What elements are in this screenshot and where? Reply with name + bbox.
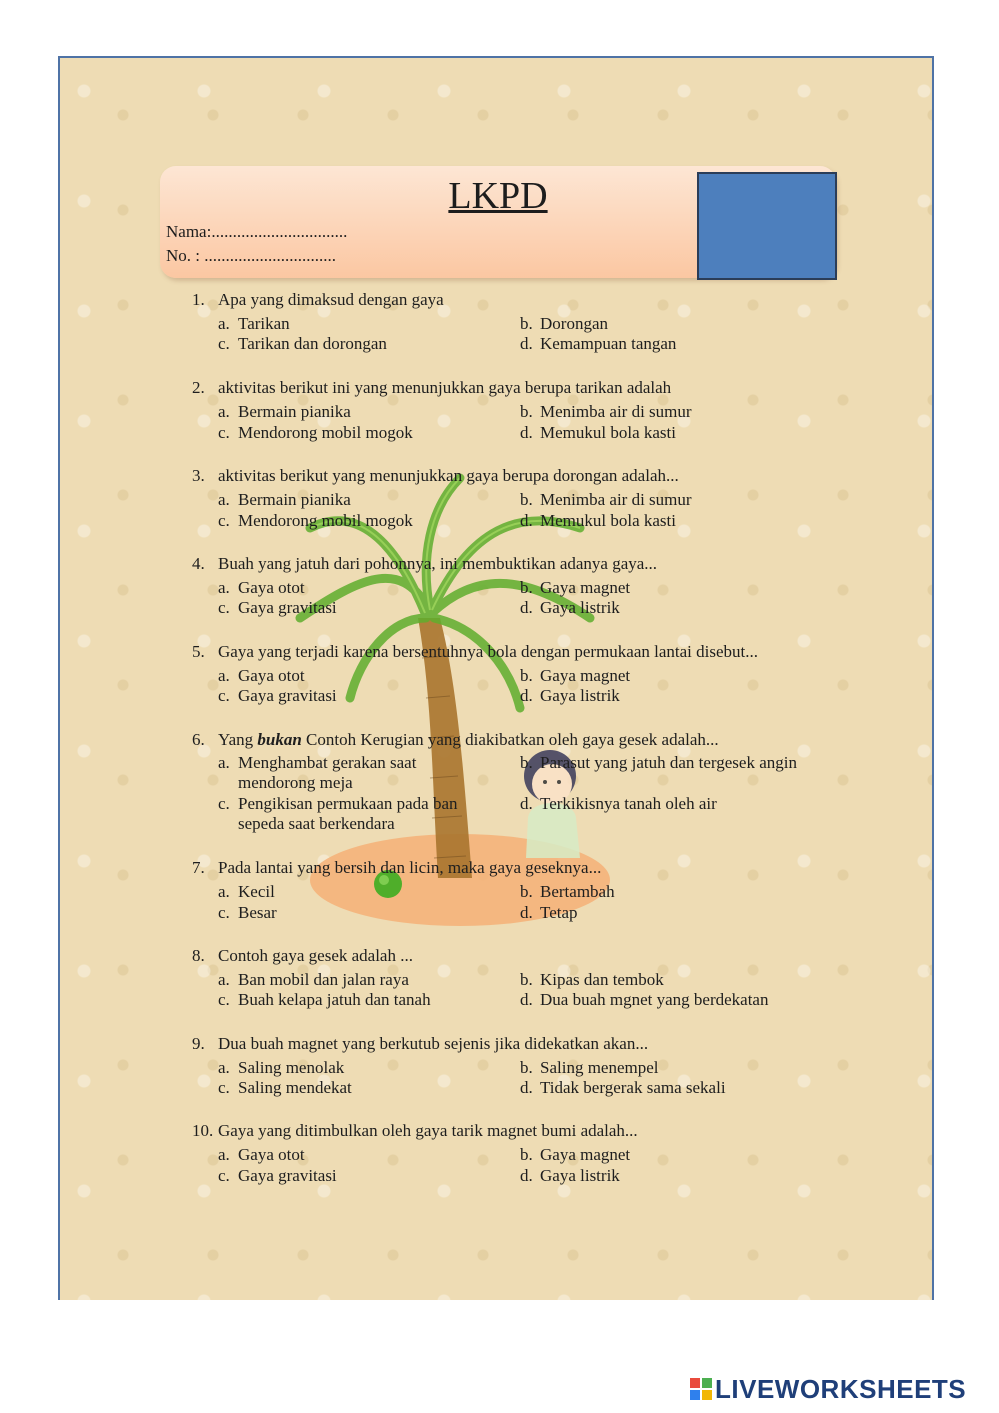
question-text: Gaya yang terjadi karena bersentuhnya bola dengan permukaan lantai disebut... <box>218 642 759 661</box>
option-b[interactable]: b. Saling menempel <box>520 1058 659 1077</box>
logo-icon <box>690 1378 712 1400</box>
option-c[interactable]: c. Tarikan dan dorongan <box>218 334 387 353</box>
option-a[interactable]: a. Ban mobil dan jalan raya <box>218 970 409 989</box>
question-text-continued: Contoh Kerugian yang diakibatkan oleh gaya gesek adalah... <box>301 730 719 749</box>
option-a[interactable]: a. Saling menolak <box>218 1058 345 1077</box>
question-emphasis: bukan <box>257 730 302 749</box>
option-d[interactable]: d. Dua buah mgnet yang berdekatan <box>520 990 769 1009</box>
option-a[interactable]: a. Bermain pianika <box>218 402 351 421</box>
option-d[interactable]: d. Memukul bola kasti <box>520 511 676 530</box>
option-c[interactable]: c. Mendorong mobil mogok <box>218 511 413 530</box>
question-text: Yang <box>218 730 258 749</box>
option-a[interactable]: a. Bermain pianika <box>218 490 351 509</box>
option-d[interactable]: d. Gaya listrik <box>520 598 620 617</box>
option-c[interactable]: c. Buah kelapa jatuh dan tanah <box>218 990 431 1009</box>
question-number: 5. <box>192 642 205 661</box>
option-d[interactable]: d. Terkikisnya tanah oleh air <box>520 794 717 813</box>
question-number: 7. <box>192 858 205 877</box>
option-b[interactable]: b. Bertambah <box>520 882 615 901</box>
option-a[interactable]: a. Gaya otot <box>218 1145 305 1164</box>
liveworksheets-logo[interactable] <box>690 1372 966 1406</box>
question-text: Gaya yang ditimbulkan oleh gaya tarik magnet bumi adalah... <box>218 1121 638 1140</box>
question-text: Buah yang jatuh dari pohonnya, ini membuktikan adanya gaya... <box>218 554 658 573</box>
option-a[interactable]: a. Gaya otot <box>218 578 305 597</box>
question-number: 1. <box>192 290 205 309</box>
option-c[interactable]: c. Besar <box>218 903 277 922</box>
option-c[interactable]: c. Mendorong mobil mogok <box>218 423 413 442</box>
option-b[interactable]: b. Gaya magnet <box>520 666 631 685</box>
page-title: LKPD <box>448 175 548 217</box>
option-b[interactable]: b. Gaya magnet <box>520 578 631 597</box>
option-b[interactable]: b. Kipas dan tembok <box>520 970 664 989</box>
number-field[interactable]: No. : ............................... <box>166 246 336 265</box>
question-number: 10. <box>192 1121 214 1140</box>
question-text: Pada lantai yang bersih dan licin, maka gaya geseknya... <box>218 858 602 877</box>
option-d[interactable]: d. Kemampuan tangan <box>520 334 677 353</box>
question-number: 9. <box>192 1034 205 1053</box>
option-a[interactable]: a. Menghambat gerakan saat mendorong meja <box>218 753 417 792</box>
brand-name: LIVEWORKSHEETS <box>715 1373 967 1404</box>
question-text: Dua buah magnet yang berkutub sejenis jika didekatkan akan... <box>218 1034 649 1053</box>
option-d[interactable]: d. Tidak bergerak sama sekali <box>520 1078 726 1097</box>
option-b[interactable]: b. Menimba air di sumur <box>520 402 692 421</box>
question-number: 6. <box>192 730 205 749</box>
option-c[interactable]: c. Gaya gravitasi <box>218 598 337 617</box>
option-a[interactable]: a. Tarikan <box>218 314 290 333</box>
question-number: 4. <box>192 554 205 573</box>
option-d[interactable]: d. Memukul bola kasti <box>520 423 676 442</box>
option-d[interactable]: d. Gaya listrik <box>520 686 620 705</box>
worksheet-page <box>58 56 934 1300</box>
option-b[interactable]: b. Dorongan <box>520 314 608 333</box>
option-d[interactable]: d. Gaya listrik <box>520 1166 620 1185</box>
question-text: aktivitas berikut ini yang menunjukkan gaya berupa tarikan adalah <box>218 378 672 397</box>
question-number: 3. <box>192 466 205 485</box>
name-field[interactable]: Nama:................................ <box>166 222 348 241</box>
option-b[interactable]: b. Parasut yang jatuh dan tergesek angin <box>520 753 797 772</box>
option-c[interactable]: c. Saling mendekat <box>218 1078 352 1097</box>
question-text: Contoh gaya gesek adalah ... <box>218 946 413 965</box>
option-a[interactable]: a. Kecil <box>218 882 275 901</box>
question-text: Apa yang dimaksud dengan gaya <box>218 290 444 309</box>
option-c[interactable]: c. Gaya gravitasi <box>218 1166 337 1185</box>
option-a[interactable]: a. Gaya otot <box>218 666 305 685</box>
option-b[interactable]: b. Gaya magnet <box>520 1145 631 1164</box>
option-c[interactable]: c. Gaya gravitasi <box>218 686 337 705</box>
question-number: 2. <box>192 378 205 397</box>
question-number: 8. <box>192 946 205 965</box>
question-text: aktivitas berikut yang menunjukkan gaya berupa dorongan adalah... <box>218 466 679 485</box>
option-c[interactable]: c. Pengikisan permukaan pada ban sepeda saat berkendara <box>218 794 458 833</box>
option-d[interactable]: d. Tetap <box>520 903 578 922</box>
photo-placeholder <box>697 172 837 280</box>
option-b[interactable]: b. Menimba air di sumur <box>520 490 692 509</box>
